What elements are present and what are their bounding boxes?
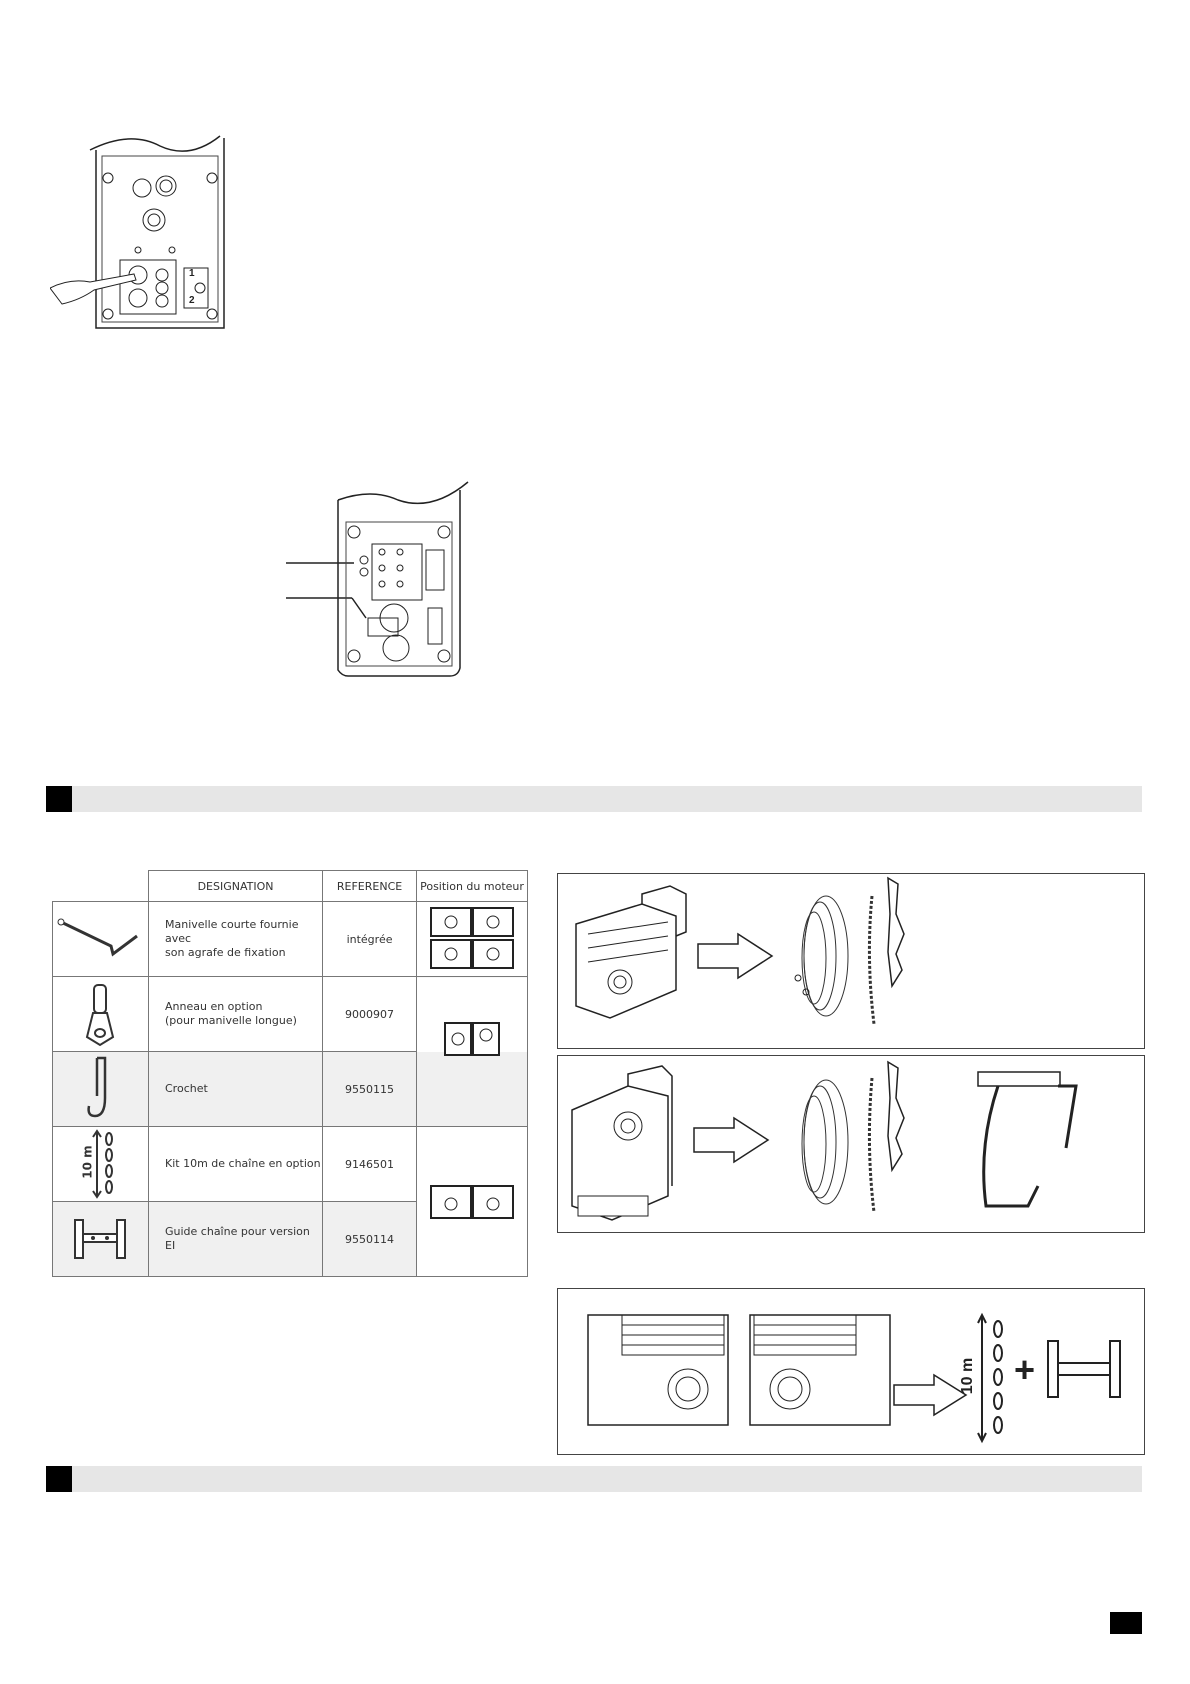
accessory-frame-1 (557, 873, 1145, 1049)
accessory-frame-2 (557, 1055, 1145, 1233)
motor-position-icon (416, 1127, 527, 1277)
motor-position-icon (416, 977, 527, 1127)
section-header-bar (46, 786, 1142, 812)
section-header-bar (46, 1466, 1142, 1492)
accessories-table (52, 870, 528, 1277)
hook-icon (53, 1052, 149, 1127)
designation-cell: Kit 10m de chaîne en option (149, 1127, 323, 1202)
plus-sign: + (1014, 1349, 1036, 1390)
designation-cell: Anneau en option (pour manivelle longue) (149, 977, 323, 1052)
section-marker (46, 786, 72, 812)
table-row (53, 977, 528, 1052)
designation-cell: Manivelle courte fournie avec son agrafe de fixation (149, 902, 323, 977)
panel-key-2: 2 (189, 295, 195, 306)
table-blank-corner (53, 871, 149, 902)
reference-cell: 9550114 (323, 1202, 417, 1277)
chain-length-label: 10 m (80, 1145, 95, 1179)
accessory-frame-3 (557, 1288, 1145, 1455)
reference-cell: intégrée (323, 902, 417, 977)
chain-guide-icon (53, 1202, 149, 1277)
terminal-box-figure (282, 478, 482, 678)
designation-cell: Guide chaîne pour version EI (149, 1202, 323, 1277)
crank-handle-icon (53, 902, 149, 977)
designation-cell: Crochet (149, 1052, 323, 1127)
header-motor-position: Position du moteur (416, 871, 527, 902)
reference-cell: 9146501 (323, 1127, 417, 1202)
ring-eyelet-icon (53, 977, 149, 1052)
panel-key-1: 1 (189, 268, 195, 279)
header-designation: DESIGNATION (149, 871, 323, 902)
page-number-tab (1110, 1612, 1142, 1634)
chain-icon (53, 1127, 149, 1202)
reference-cell: 9000907 (323, 977, 417, 1052)
reference-cell: 9550115 (323, 1052, 417, 1127)
control-box-screwdriver-figure (50, 128, 240, 338)
table-row (53, 902, 528, 977)
motor-position-icon (416, 902, 527, 977)
chain-length-label: 10 m (959, 1357, 977, 1395)
header-reference: REFERENCE (323, 871, 417, 902)
table-row (53, 1127, 528, 1202)
section-marker (46, 1466, 72, 1492)
